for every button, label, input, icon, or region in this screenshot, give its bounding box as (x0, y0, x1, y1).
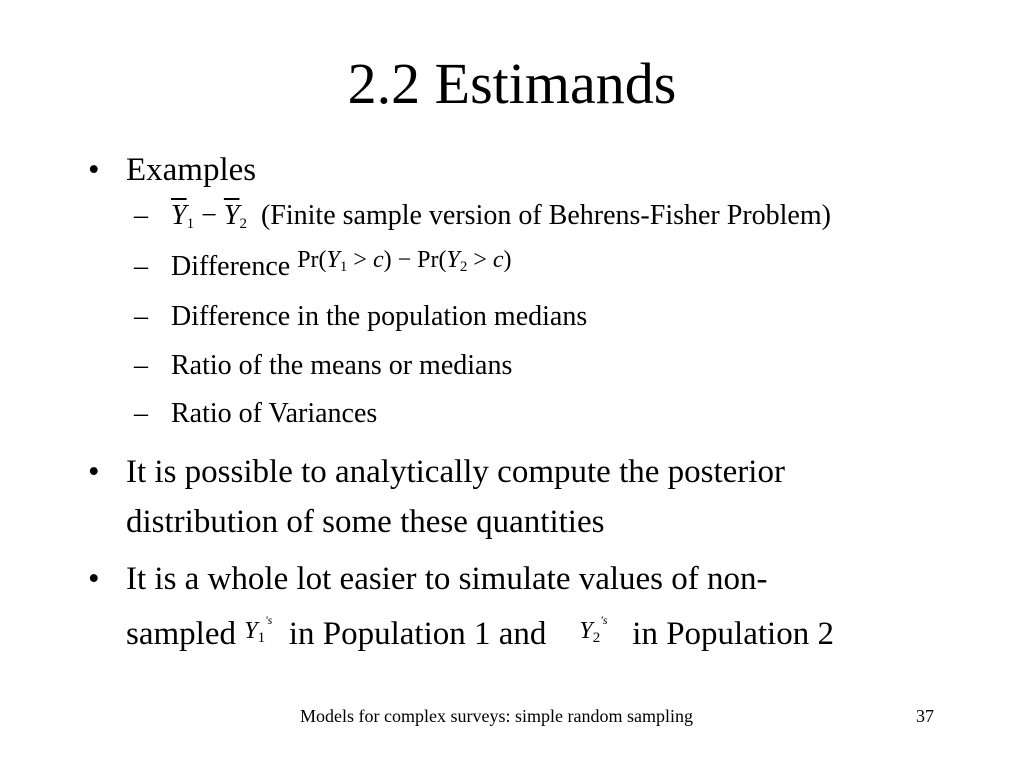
subitem-text: Ratio of Variances (171, 398, 378, 429)
math-ybar-difference: $\overline{Y}1 - \overline{Y}2$ (171, 200, 247, 232)
math-y2s: $Y2^{'s}$ (579, 613, 608, 646)
dash: – (134, 398, 148, 429)
bullet-text-line1: It is a whole lot easier to simulate values of non- (126, 561, 768, 597)
bullet-text: Examples (126, 152, 257, 188)
dash: – (134, 251, 148, 282)
bullet-text-line2: distribution of some these quantities (126, 504, 605, 540)
subitem-text: Ratio of the means or medians (171, 350, 513, 381)
page-number: 37 (916, 706, 934, 726)
slide-title: 2.2 Estimands (347, 51, 677, 116)
bullet-dot: • (88, 561, 100, 597)
bullet-dot: • (88, 152, 100, 188)
math-probability-difference: Pr(Y1 > c) − Pr(Y2 > c) (297, 247, 512, 275)
subitem-text: (Finite sample version of Behrens-Fisher Problem) (260, 200, 831, 231)
subitem-content (171, 247, 512, 292)
bullet-text-line2: sampled $Y1^{'s}$ in Population 1 and $Y2^{'s}$ in Population 2 (126, 613, 834, 652)
bullet-text-line1: It is possible to analytically compute the posterior (126, 454, 785, 490)
slide-footer: Models for complex surveys: simple random sampling (300, 706, 693, 726)
dash: – (134, 301, 148, 332)
math-y1s: $Y1^{'s}$ (244, 613, 273, 646)
subitem-text: Difference in the population medians (171, 301, 588, 332)
subitem-content (171, 199, 831, 241)
subitem-text: Difference (171, 251, 291, 282)
bullet-dot: • (88, 454, 100, 490)
dash: – (134, 350, 148, 381)
dash: – (134, 200, 148, 231)
